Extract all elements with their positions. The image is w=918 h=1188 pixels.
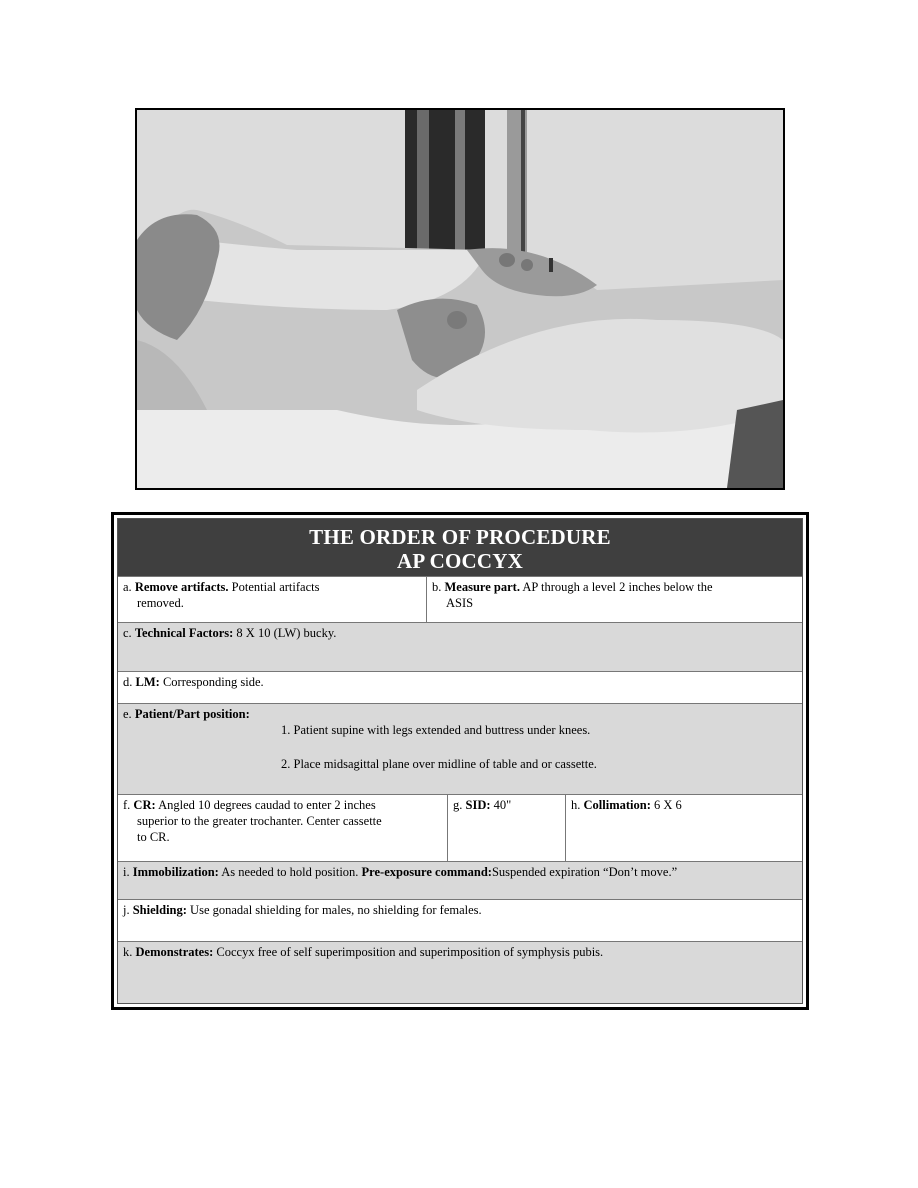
- immobilization-label: Immobilization:: [132, 865, 219, 879]
- title-line-2: AP COCCYX: [396, 549, 524, 573]
- cell-technical-factors: [118, 623, 802, 671]
- demonstrates-text: Coccyx free of self superimposition and superimposition of symphysis pubis.: [216, 945, 604, 959]
- cell-immobilization: [118, 862, 802, 899]
- item-letter: c.: [123, 626, 132, 640]
- positioning-photo: [135, 108, 785, 490]
- item-letter: h.: [571, 798, 581, 812]
- sid-text: 40": [493, 798, 512, 812]
- remove-artifacts-label: Remove artifacts.: [134, 580, 229, 594]
- row-artifacts-measure: [118, 576, 802, 622]
- procedure-title: [118, 519, 802, 576]
- demonstrates-label: Demonstrates:: [135, 945, 214, 959]
- item-letter: k.: [123, 945, 133, 959]
- row-shielding: [118, 899, 802, 941]
- position-step-2: 2. Place midsagittal plane over midline of table and or cassette.: [281, 757, 597, 771]
- remove-artifacts-text-2: removed.: [137, 596, 184, 610]
- cell-collimation: [565, 795, 802, 861]
- sid-label: SID:: [465, 798, 491, 812]
- title-line-1: THE ORDER OF PROCEDURE: [309, 525, 611, 549]
- lm-text: Corresponding side.: [162, 675, 264, 689]
- row-cr-sid-collimation: [118, 794, 802, 861]
- item-letter: a.: [123, 580, 132, 594]
- item-letter: b.: [432, 580, 442, 594]
- row-lm: [118, 671, 802, 703]
- cell-patient-position: [118, 704, 802, 794]
- technical-factors-text: 8 X 10 (LW) bucky.: [236, 626, 337, 640]
- procedure-table-inner: [117, 518, 803, 1004]
- shielding-label: Shielding:: [132, 903, 187, 917]
- procedure-table: [111, 512, 809, 1010]
- lm-label: LM:: [135, 675, 160, 689]
- cr-text: Angled 10 degrees caudad to enter 2 inches: [158, 798, 376, 812]
- row-immobilization: [118, 861, 802, 899]
- measure-part-text: AP through a level 2 inches below the: [522, 580, 713, 594]
- cell-cr: [118, 795, 447, 861]
- immobilization-text: As needed to hold position.: [221, 865, 359, 879]
- shielding-text: Use gonadal shielding for males, no shielding for females.: [190, 903, 482, 917]
- technical-factors-label: Technical Factors:: [134, 626, 234, 640]
- measure-part-label: Measure part.: [444, 580, 520, 594]
- collimation-label: Collimation:: [583, 798, 651, 812]
- cell-lm: [118, 672, 802, 703]
- patient-positioning-image: [137, 110, 783, 488]
- item-letter: g.: [453, 798, 463, 812]
- row-patient-position: [118, 703, 802, 794]
- cell-shielding: [118, 900, 802, 941]
- cell-sid: [447, 795, 565, 861]
- cr-text-2: superior to the greater trochanter. Center cassette: [137, 814, 382, 828]
- cell-demonstrates: [118, 942, 802, 1003]
- position-step-1: 1. Patient supine with legs extended and buttress under knees.: [281, 723, 591, 737]
- row-technical-factors: [118, 622, 802, 671]
- item-letter: d.: [123, 675, 133, 689]
- pre-exposure-command-text: Suspended expiration “Don’t move.”: [491, 865, 678, 879]
- cr-text-3: to CR.: [137, 830, 170, 844]
- cr-label: CR:: [133, 798, 156, 812]
- measure-part-text-2: ASIS: [446, 596, 474, 610]
- patient-position-label: Patient/Part position:: [134, 707, 250, 721]
- pre-exposure-command-label: Pre-exposure command:: [361, 865, 492, 879]
- cell-measure-part: [426, 577, 802, 622]
- collimation-text: 6 X 6: [653, 798, 682, 812]
- cell-remove-artifacts: [118, 577, 426, 622]
- row-demonstrates: [118, 941, 802, 1003]
- item-letter: j.: [123, 903, 130, 917]
- item-letter: i.: [123, 865, 130, 879]
- item-letter: f.: [123, 798, 131, 812]
- item-letter: e.: [123, 707, 132, 721]
- remove-artifacts-text: Potential artifacts: [231, 580, 320, 594]
